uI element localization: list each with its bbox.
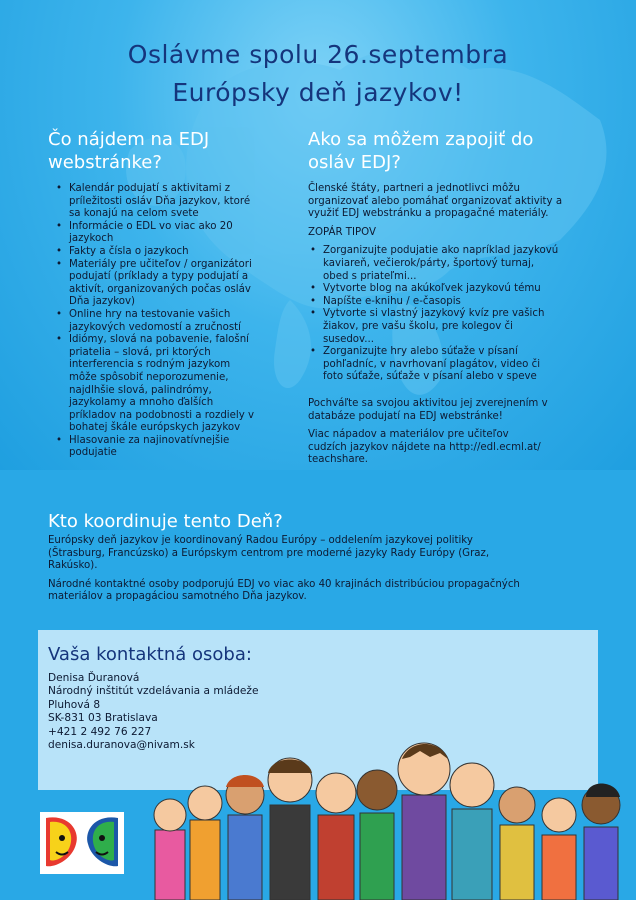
contact-line: Pluhová 8 bbox=[48, 698, 101, 711]
tip-item-line: • Napíšte e-knihu / e-časopis bbox=[323, 295, 461, 307]
coordination-paragraph-1 bbox=[48, 535, 608, 573]
tip-item-line: • Zorganizujte podujatie ako napríklad jazykovú bbox=[323, 245, 559, 257]
contact-line: Národný inštitút vzdelávania a mládeže bbox=[48, 685, 259, 698]
left-feature-list bbox=[55, 183, 300, 460]
page-subtitle: Európsky deň jazykov! bbox=[172, 78, 464, 107]
paragraph-line: materiálov a propagáciou samotného Dňa jazykov. bbox=[48, 591, 307, 603]
paragraph-line: Európsky deň jazykov je koordinovaný Radou Európy – oddelením jazykovej politiky bbox=[48, 535, 473, 546]
tip-item-line: žiakov, pre vašu školu, pre kolegov či bbox=[323, 320, 513, 332]
left-list-item-line: podujatí (príklady a typy podujatí a bbox=[69, 271, 249, 283]
left-list-item-line: • Online hry na testovanie vašich bbox=[69, 308, 231, 320]
paragraph-line: Viac nápadov a materiálov pre učiteľov bbox=[308, 429, 509, 441]
left-list-item bbox=[69, 334, 300, 435]
contact-heading: Vaša kontaktná osoba: bbox=[48, 644, 252, 665]
left-list-item bbox=[69, 309, 300, 334]
right-intro bbox=[308, 183, 608, 221]
tip-item-line: • Vytvorte blog na akúkoľvek jazykovú tému bbox=[323, 283, 541, 295]
left-list-item-line: podujatie bbox=[69, 447, 117, 459]
left-list-item-line: môže spôsobiť neporozumenie, bbox=[69, 371, 229, 383]
tip-item-line: pohľadníc, v navrhovaní plagátov, video či bbox=[323, 358, 541, 370]
cartoon-people-group-icon bbox=[140, 735, 636, 900]
left-list-item-line: priatelia – slová, pri ktorých bbox=[69, 346, 211, 358]
left-heading: Čo nájdem na EDJ webstránke? bbox=[48, 129, 210, 173]
tip-item-line: foto súťaže, súťaže v písaní alebo v speve bbox=[323, 371, 537, 383]
contact-line: SK-831 03 Bratislava bbox=[48, 712, 158, 725]
tip-item-line: • Zorganizujte hry alebo súťaže v písaní bbox=[323, 346, 518, 358]
left-list-item-line: interferencia s rodným jazykom bbox=[69, 359, 231, 371]
contact-line: denisa.duranova@nivam.sk bbox=[48, 739, 195, 752]
tip-item-line: kaviareň, večierok/párty, športový turnaj, bbox=[323, 257, 535, 269]
intro-line: organizovať alebo pomáhať organizovať aktivity a bbox=[308, 195, 563, 207]
contact-line: +421 2 492 76 227 bbox=[48, 725, 152, 738]
left-list-item bbox=[69, 259, 300, 309]
intro-line: využiť EDJ webstránku a propagačné materiály. bbox=[308, 208, 549, 220]
left-list-item bbox=[69, 221, 300, 246]
right-heading: Ako sa môžem zapojiť do osláv EDJ? bbox=[308, 129, 534, 173]
tips-label: ZOPÁR TIPOV bbox=[308, 226, 376, 238]
paragraph-line: teachshare. bbox=[308, 454, 369, 466]
tip-item bbox=[323, 346, 608, 384]
contact-line: Denisa Ďuranová bbox=[48, 672, 140, 684]
tip-item bbox=[323, 296, 608, 309]
paragraph-line: Rakúsko). bbox=[48, 560, 98, 572]
intro-line: Členské štáty, partneri a jednotlivci môžu bbox=[308, 183, 520, 194]
right-paragraph-2 bbox=[308, 429, 608, 467]
coordination-paragraph-2 bbox=[48, 579, 608, 604]
coordination-section bbox=[48, 535, 608, 604]
paragraph-line: Pochváľte sa svojou aktivitou jej zverejnením v bbox=[308, 397, 548, 409]
left-list-item-line: • Materiály pre učiteľov / organizátori bbox=[69, 258, 252, 270]
left-list-item-line: príležitosti osláv Dňa jazykov, ktoré bbox=[69, 195, 251, 207]
right-column bbox=[308, 183, 608, 467]
tip-item bbox=[323, 308, 608, 346]
left-list-item bbox=[69, 435, 300, 460]
right-paragraph-1 bbox=[308, 398, 608, 423]
tip-item-line: susedov... bbox=[323, 333, 374, 345]
left-list-item-line: jazykových vedomostí a zručností bbox=[69, 321, 241, 333]
paragraph-line: databáze podujatí na EDJ webstránke! bbox=[308, 410, 503, 422]
tip-item bbox=[323, 283, 608, 296]
tip-item-line: obed s priateľmi... bbox=[323, 270, 417, 282]
left-list-item-line: • Idiómy, slová na pobavenie, falošní bbox=[69, 334, 250, 346]
left-list-item-line: najdlhšie slová, palindrómy, bbox=[69, 384, 212, 396]
paragraph-line: cudzích jazykov nájdete na http://edl.ecml.at/ bbox=[308, 441, 541, 453]
paragraph-line: (Štrasburg, Francúzsko) a Európskym centrom pre moderné jazyky Rady Európy (Graz, bbox=[48, 547, 490, 559]
left-list-item-line: bohatej škále európskych jazykov bbox=[69, 422, 241, 434]
left-list-item-line: • Hlasovanie za najinovatívnejšie bbox=[69, 434, 230, 446]
left-list-item-line: príkladov na podobnosti a rozdiely v bbox=[69, 409, 255, 421]
coordination-heading: Kto koordinuje tento Deň? bbox=[48, 511, 283, 532]
left-list-item-line: • Informácie o EDL vo viac ako 20 bbox=[69, 220, 233, 232]
paragraph-line: Národné kontaktné osoby podporujú EDJ vo viac ako 40 krajinách distribúciou propagačných bbox=[48, 578, 520, 590]
tip-item-line: • Vytvorte si vlastný jazykový kvíz pre vašich bbox=[323, 308, 545, 320]
edl-faces-logo-icon bbox=[40, 812, 124, 874]
left-list-item-line: • Fakty a čísla o jazykoch bbox=[69, 245, 189, 257]
left-list-item bbox=[69, 183, 300, 221]
left-list-item-line: aktivít, organizovaných počas osláv bbox=[69, 283, 251, 295]
left-list-item bbox=[69, 246, 300, 259]
left-list-item-line: • Kalendár podujatí s aktivitami z bbox=[69, 183, 231, 194]
left-list-item-line: sa konajú na celom svete bbox=[69, 208, 199, 220]
left-list-item-line: Dňa jazykov) bbox=[69, 296, 136, 308]
page-title: Oslávme spolu 26.septembra bbox=[127, 40, 509, 69]
left-list-item-line: jazykoch bbox=[69, 233, 114, 245]
tips-list bbox=[308, 245, 608, 384]
left-list-item-line: jazykolamy a mnoho ďalších bbox=[69, 397, 214, 409]
tip-item bbox=[323, 245, 608, 283]
